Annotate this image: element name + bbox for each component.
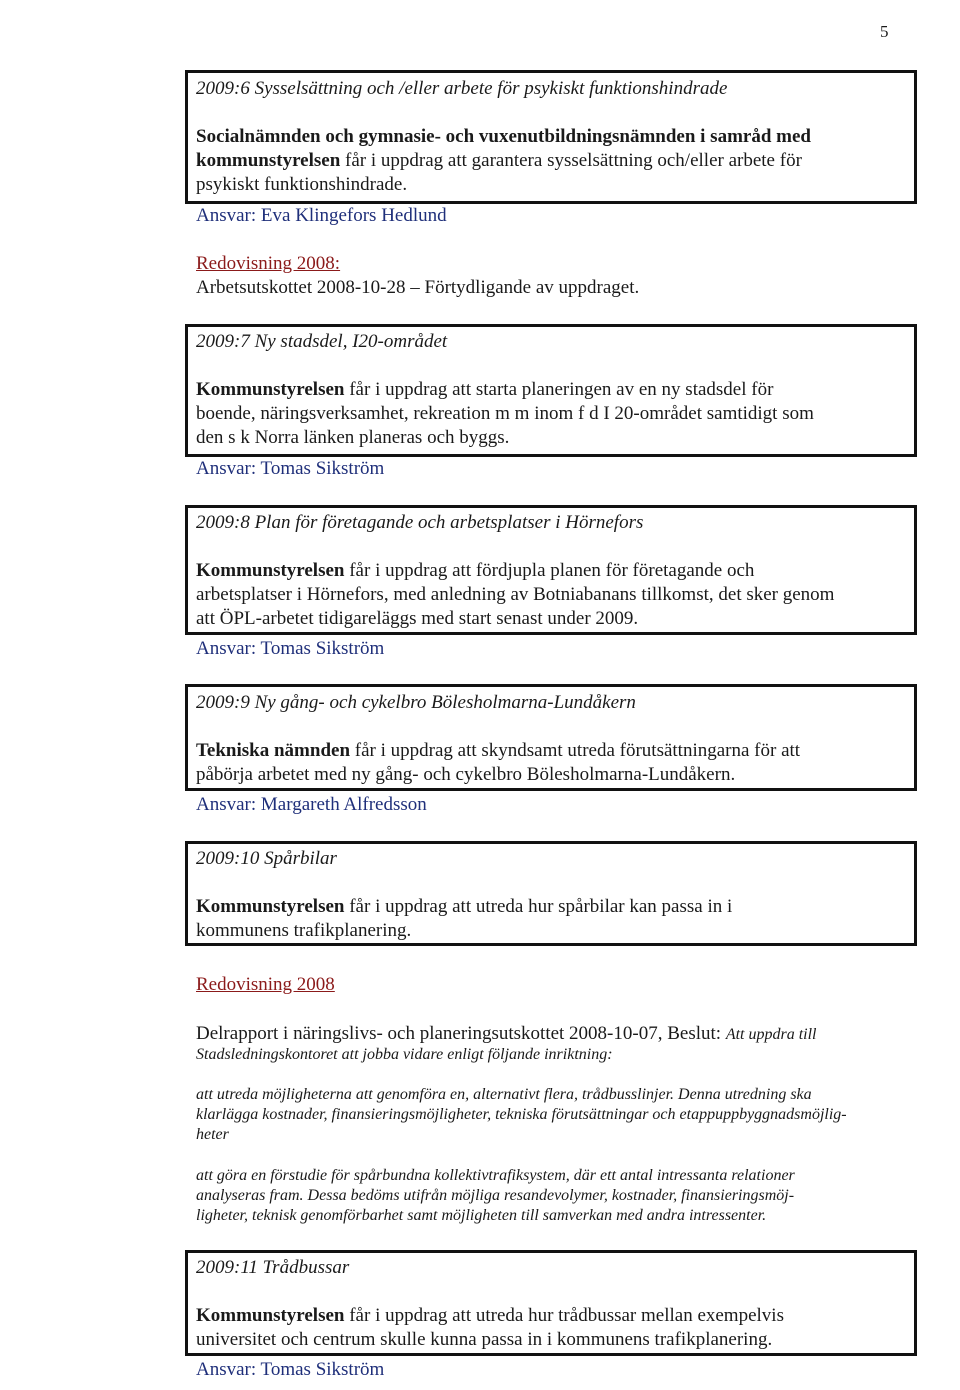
responsible-2009-9: Ansvar: Margareth Alfredsson <box>196 794 427 815</box>
body-line-2009-9 <box>196 739 800 763</box>
body-line-2009-10 <box>196 895 732 919</box>
body-line-2009-6-b: psykiskt funktionshindrade. <box>196 174 408 195</box>
section-title-2009-9: 2009:9 Ny gång- och cykelbro Bölesholmarna-Lundåkern <box>196 692 636 713</box>
body-line-2009-7 <box>196 378 773 402</box>
section-title-2009-8: 2009:8 Plan för företagande och arbetsplatser i Hörnefors <box>196 512 644 533</box>
report-text-2009-6: Arbetsutskottet 2008-10-28 – Förtydligande av uppdraget. <box>196 277 640 298</box>
responsible-2009-11: Ansvar: Tomas Sikström <box>196 1359 385 1380</box>
assignee-bold: Kommunstyrelsen <box>196 379 345 400</box>
body-line-2009-8-b: arbetsplatser i Hörnefors, med anledning av Botniabanans tillkomst, det sker genom <box>196 584 835 605</box>
assignee-bold: Kommunstyrelsen <box>196 560 345 581</box>
body-line-2009-11 <box>196 1304 784 1328</box>
body-line-2009-7-b: boende, näringsverksamhet, rekreation m m inom f d I 20-området samtidigt som <box>196 403 814 424</box>
body-line-2009-10-b: kommunens trafikplanering. <box>196 920 412 941</box>
body-line-2009-11-b: universitet och centrum skulle kunna passa in i kommunens trafikplanering. <box>196 1329 773 1350</box>
decision-para-2-b: klarlägga kostnader, finansieringsmöjligheter, tekniska förutsättningar och etappuppbyggnadsmöjlig- <box>196 1106 847 1123</box>
decision-line-1: Stadsledningskontoret att jobba vidare enligt följande inriktning: <box>196 1046 613 1063</box>
assignee-bold: Tekniska nämnden <box>196 740 351 761</box>
interim-report-italic: Att uppdra till <box>725 1026 817 1043</box>
body-text: får i uppdrag att garantera sysselsättning och/eller arbete för <box>340 150 802 171</box>
report-heading-2009-10: Redovisning 2008 <box>196 974 335 995</box>
page-number: 5 <box>880 22 889 41</box>
assignee-bold: Kommunstyrelsen <box>196 896 345 917</box>
report-heading-2009-6: Redovisning 2008: <box>196 253 341 274</box>
section-title-2009-10: 2009:10 Spårbilar <box>196 848 337 869</box>
decision-para-3-a: att göra en förstudie för spårbundna kollektivtrafiksystem, där ett antal intressanta relationer <box>196 1167 795 1184</box>
body-text: får i uppdrag att utreda hur trådbussar mellan exempelvis <box>344 1305 784 1326</box>
section-title-2009-7: 2009:7 Ny stadsdel, I20-området <box>196 331 448 352</box>
body-line-2009-6 <box>196 149 802 173</box>
decision-para-3-c: ligheter, teknisk genomförbarhet samt möjligheten till samverkan med andra intressenter. <box>196 1207 767 1224</box>
body-line-2009-7-c: den s k Norra länken planeras och byggs. <box>196 427 510 448</box>
body-text: får i uppdrag att utreda hur spårbilar kan passa in i <box>344 896 733 917</box>
responsible-2009-7: Ansvar: Tomas Sikström <box>196 458 385 479</box>
body-line-2009-9-b: påbörja arbetet med ny gång- och cykelbro Bölesholmarna-Lundåkern. <box>196 764 736 785</box>
responsible-2009-8: Ansvar: Tomas Sikström <box>196 638 385 659</box>
assignee-line-2009-6: Socialnämnden och gymnasie- och vuxenutbildningsnämnden i samråd med <box>196 126 811 147</box>
section-title-2009-6: 2009:6 Sysselsättning och /eller arbete för psykiskt funktionshindrade <box>196 78 728 99</box>
body-text: får i uppdrag att skyndsamt utreda förutsättningarna för att <box>350 740 801 761</box>
decision-para-3-b: analyseras fram. Dessa bedöms utifrån möjliga resandevolymer, kostnader, finansieringsmöj- <box>196 1187 795 1204</box>
section-title-2009-11: 2009:11 Trådbussar <box>196 1257 350 1278</box>
assignee-bold: kommunstyrelsen <box>196 150 341 171</box>
assignee-bold: Kommunstyrelsen <box>196 1305 345 1326</box>
interim-report-text: Delrapport i näringslivs- och planeringsutskottet 2008-10-07, Beslut: <box>196 1023 726 1044</box>
responsible-2009-6: Ansvar: Eva Klingefors Hedlund <box>196 205 447 226</box>
decision-para-2-a: att utreda möjligheterna att genomföra en, alternativt flera, trådbusslinjer. Denna utredning ska <box>196 1086 812 1103</box>
body-text: får i uppdrag att fördjupla planen för företagande och <box>344 560 755 581</box>
body-text: får i uppdrag att starta planeringen av en ny stadsdel för <box>344 379 774 400</box>
interim-report-line <box>196 1022 816 1046</box>
body-line-2009-8 <box>196 559 754 583</box>
decision-para-2-c: heter <box>196 1126 229 1143</box>
body-line-2009-8-c: att ÖPL-arbetet tidigareläggs med start senast under 2009. <box>196 608 639 629</box>
